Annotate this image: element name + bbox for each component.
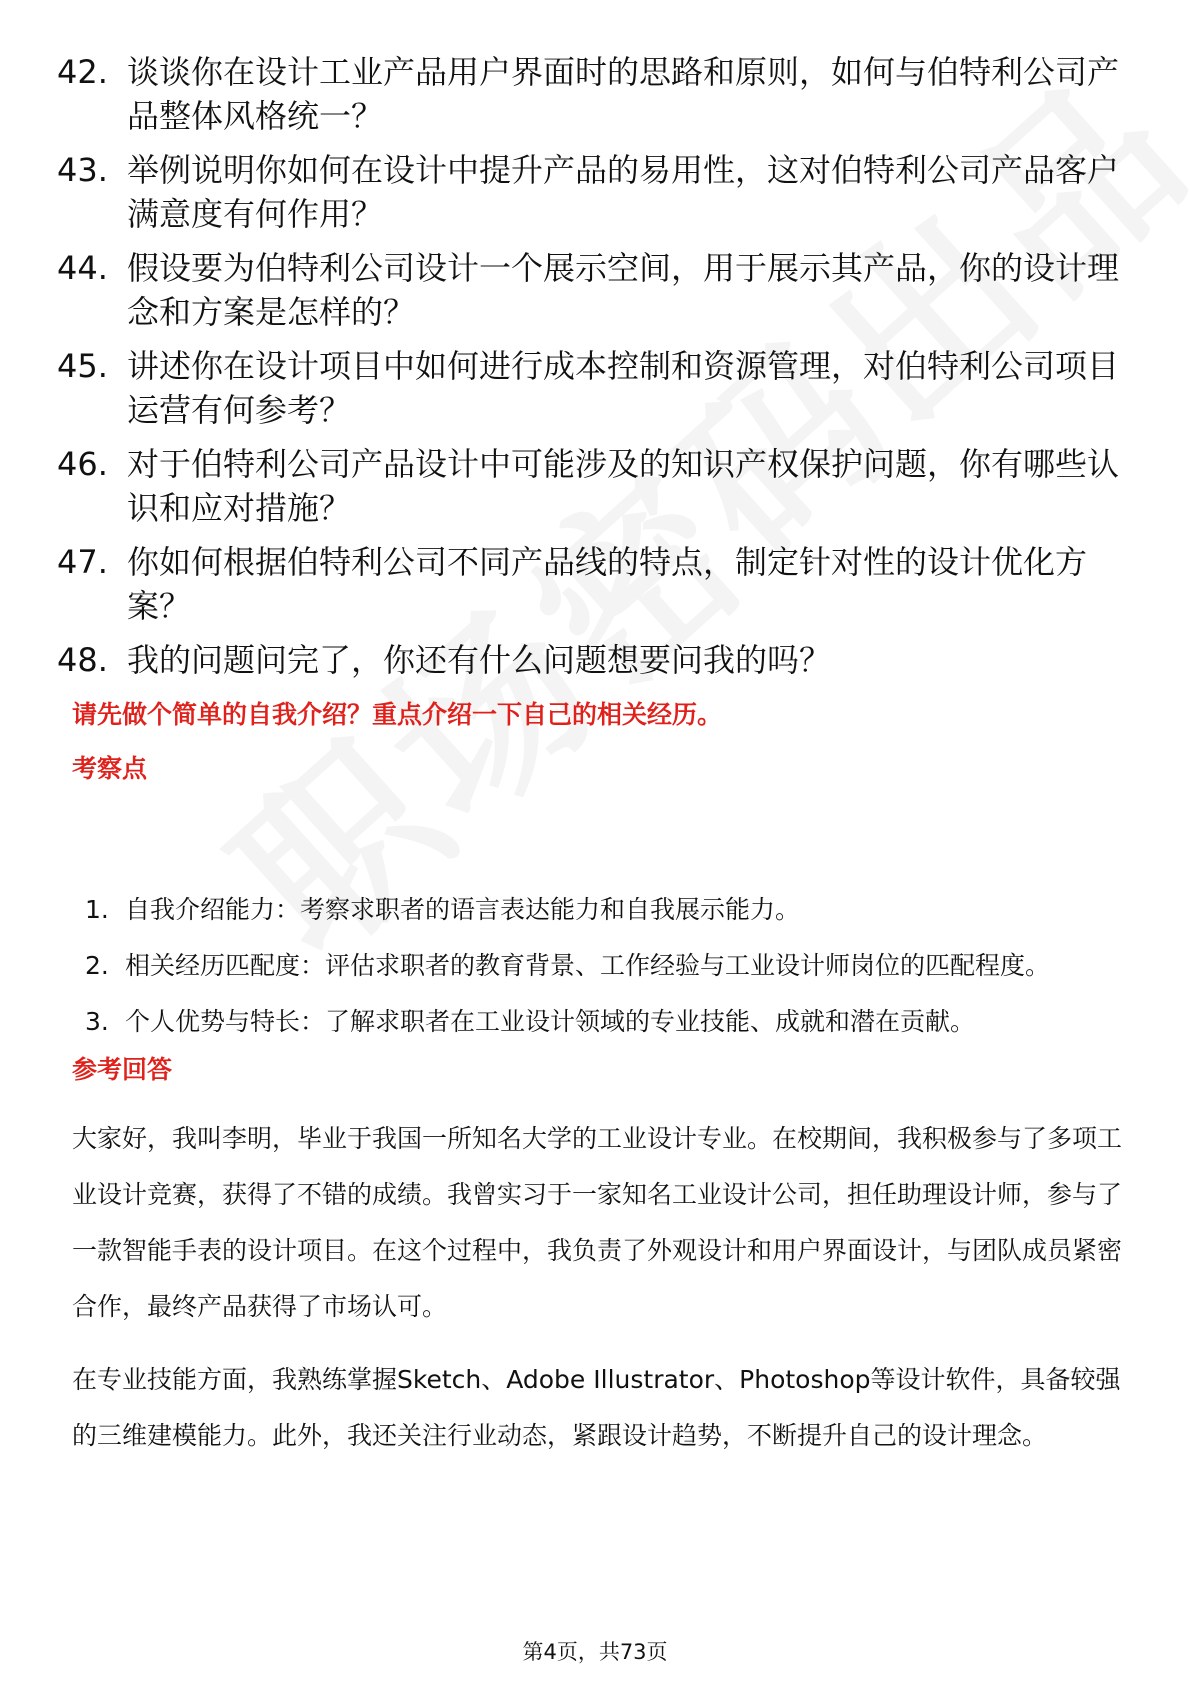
point-number: 2. [85,951,109,980]
assessment-point [85,882,1145,938]
question-number: 42. [57,53,108,91]
point-number: 1. [85,895,109,924]
question-number: 44. [57,249,108,287]
assessment-point [85,938,1145,994]
question-text: 我的问题问完了，你还有什么问题想要问我的吗？ [127,641,832,679]
question-number: 45. [57,347,108,385]
question-item [57,344,1137,432]
point-text: 相关经历匹配度：评估求职者的教育背景、工作经验与工业设计师岗位的匹配程度。 [125,951,1051,980]
question-text: 对于伯特利公司产品设计中可能涉及的知识产权保护问题，你有哪些认识和应对措施？ [127,445,1120,527]
point-text: 个人优势与特长：了解求职者在工业设计领域的专业技能、成就和潜在贡献。 [125,1007,976,1036]
assessment-points-list [85,882,1145,1050]
question-number: 46. [57,445,108,483]
question-number: 48. [57,641,108,679]
question-text: 你如何根据伯特利公司不同产品线的特点，制定针对性的设计优化方案？ [127,543,1088,625]
question-item [57,442,1137,530]
question-item [57,638,1137,682]
question-text: 谈谈你在设计工业产品用户界面时的思路和原则，如何与伯特利公司产品整体风格统一？ [127,53,1120,135]
interview-question-heading: 请先做个简单的自我介绍？重点介绍一下自己的相关经历。 [72,700,723,729]
answer-paragraph: 在专业技能方面，我熟练掌握Sketch、Adobe Illustrator、Photoshop等设计软件，具备较强的三维建模能力。此外，我还关注行业动态，紧跟设计趋势，不断提升自己的设计理念。 [72,1365,1121,1450]
assessment-point [85,994,1145,1050]
question-item [57,148,1137,236]
question-item [57,540,1137,628]
point-number: 3. [85,1007,109,1036]
point-text: 自我介绍能力：考察求职者的语言表达能力和自我展示能力。 [125,895,801,924]
question-text: 讲述你在设计项目中如何进行成本控制和资源管理，对伯特利公司项目运营有何参考？ [127,347,1120,429]
question-item [57,246,1137,334]
question-number: 47. [57,543,108,581]
question-list [57,50,1137,692]
question-text: 举例说明你如何在设计中提升产品的易用性，这对伯特利公司产品客户满意度有何作用？ [127,151,1120,233]
answer-paragraph: 大家好，我叫李明，毕业于我国一所知名大学的工业设计专业。在校期间，我积极参与了多项工业设计竞赛，获得了不错的成绩。我曾实习于一家知名工业设计公司，担任助理设计师，参与了一款智能手表的设计项目。在这个过程中，我负责了外观设计和用户界面设计，与团队成员紧密合作，最终产品获得了市场认可。 [72,1124,1123,1321]
question-item [57,50,1137,138]
question-number: 43. [57,151,108,189]
answer-heading: 参考回答 [72,1055,173,1084]
page-footer: 第4页，共73页 [522,1640,668,1664]
question-text: 假设要为伯特利公司设计一个展示空间，用于展示其产品，你的设计理念和方案是怎样的？ [127,249,1120,331]
points-heading: 考察点 [72,754,148,783]
